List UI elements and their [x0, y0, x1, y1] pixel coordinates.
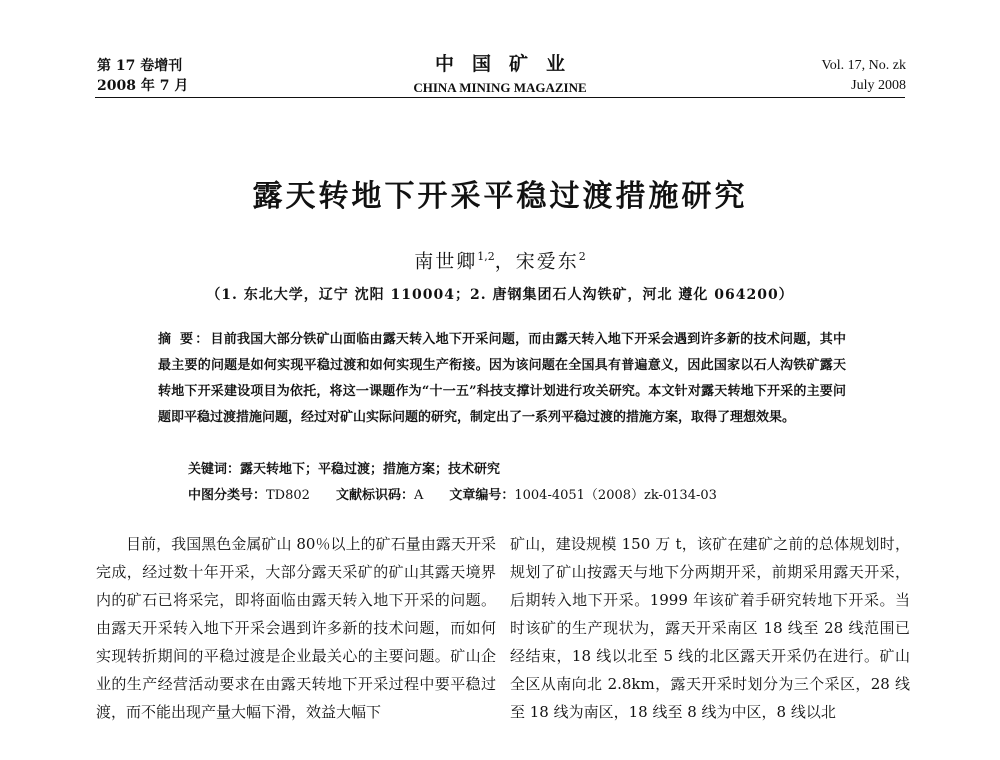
- header-right: [821, 56, 906, 96]
- journal-name-cn: 中国矿业: [434, 53, 583, 75]
- author-line: [0, 244, 1000, 274]
- body-column-left: 目前，我国黑色金属矿山 80％以上的矿石量由露天开采完成，经过数十年开采，大部分露天采矿的矿山其露天境界内的矿石已将采完，即将面临由露天转入地下开采的问题。由露天开采转入地下开采会遇到许多新的技术问题，而如何实现转折期间的平稳过渡是企业最关心的主要问题。矿山企业的生产经营活动要求在由露天转地下开采过程中要平稳过渡，而不能出现产量大幅下滑，效益大幅下: [96, 535, 496, 721]
- header-rule: [95, 97, 905, 98]
- date-cn: 2008 年 7 月: [97, 78, 189, 94]
- keywords-text: 露天转地下；平稳过渡；措施方案；技术研究: [240, 462, 501, 477]
- keywords-label: 关键词：: [188, 462, 241, 477]
- author-separator: ，: [494, 250, 516, 273]
- abstract-text: 目前我国大部分铁矿山面临由露天转入地下开采问题，而由露天转入地下开采会遇到许多新的技术问题，其中最主要的问题是如何实现平稳过渡和如何实现生产衔接。因为该问题在全国具有普遍意义，因此国家以石人沟铁矿露天转地下开采建设项目为依托，将这一课题作为“十一五”科技支撑计划进行攻关研究。本文针对露天转地下开采的主要问题即平稳过渡措施问题，经过对矿山实际问题的研究，制定出了一系列平稳过渡的措施方案，取得了理想效果。: [158, 332, 846, 425]
- abstract: [158, 327, 846, 431]
- author-2: 宋爱东: [515, 250, 579, 273]
- abstract-label: 摘 要：: [158, 332, 211, 347]
- doc-code-label: 文献标识码：: [335, 488, 414, 503]
- volume-en: Vol. 17, No. zk: [821, 58, 906, 73]
- article-no-value: 1004-4051（2008）zk-0134-03: [514, 488, 717, 503]
- issue-cn: 第 17 卷增刊: [97, 58, 183, 74]
- author-1-affil: 1,2: [477, 250, 495, 263]
- clc-value: TD802: [266, 488, 310, 503]
- article-no-label: 文章编号：: [449, 488, 515, 503]
- body-column-right: 矿山，建设规模 150 万 t，该矿在建矿之前的总体规划时，规划了矿山按露天与地下分两期开采，前期采用露天开采，后期转入地下开采。1999 年该矿着手研究转地下开采。当时该矿的生产现状为，露天开采南区 18 线至 28 线范围已经结束，18 线以北至 5 线的北区露天开采仍在进行。矿山全区从南向北 2.8km，露天开采时划分为三个采区，28 线至 18 线为南区，18 线至 8 线为中区，8 线以北: [510, 535, 910, 721]
- header-left: [97, 56, 188, 96]
- author-2-affil: 2: [578, 250, 586, 263]
- keywords: [188, 457, 848, 483]
- doc-code-value: A: [413, 488, 424, 503]
- paper-title: 露天转地下开采平稳过渡措施研究: [252, 179, 748, 214]
- journal-name-en: CHINA MINING MAGAZINE: [413, 80, 587, 95]
- date-en: July 2008: [851, 78, 906, 93]
- clc-label: 中图分类号：: [188, 488, 267, 503]
- author-1: 南世卿: [414, 250, 478, 273]
- header-center: [380, 52, 620, 98]
- classification-line: [188, 483, 868, 509]
- affiliation: （1. 东北大学，辽宁 沈阳 110004；2. 唐钢集团石人沟铁矿，河北 遵化 064200）: [206, 287, 794, 303]
